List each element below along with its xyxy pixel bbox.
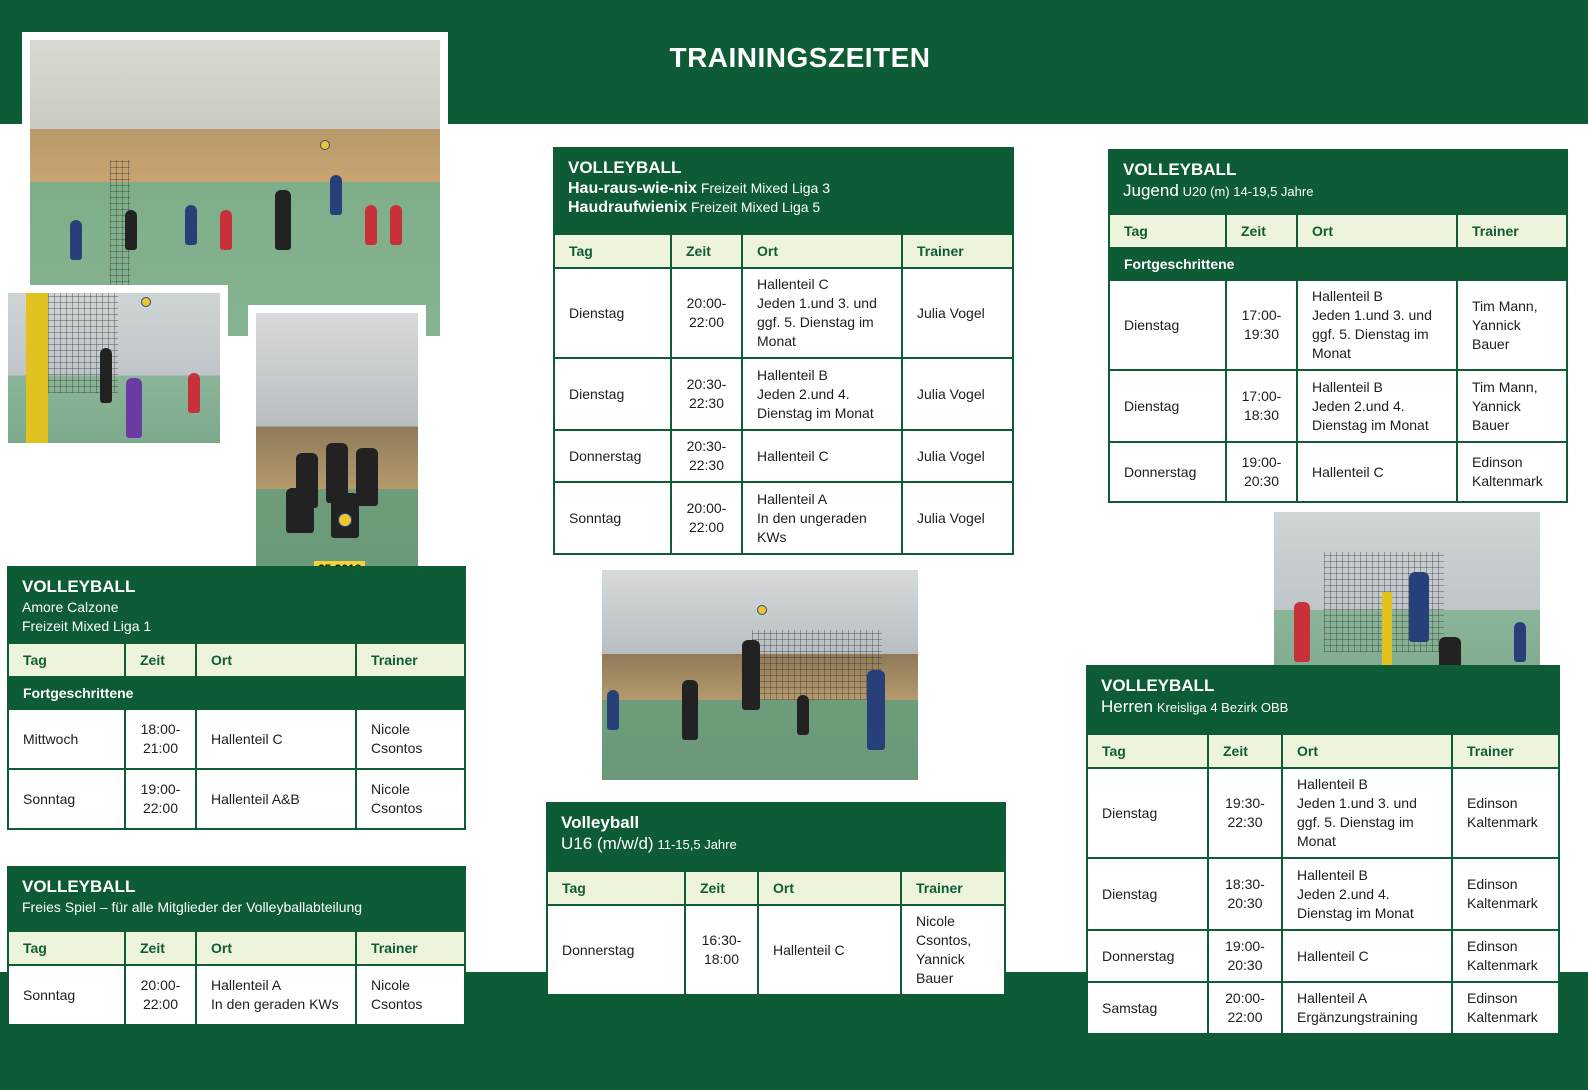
- table-row: [1087, 858, 1559, 930]
- table-row: [1087, 930, 1559, 982]
- cell-ort: Hallenteil A Ergänzungstraining: [1282, 982, 1452, 1034]
- col-ort: Ort: [1297, 214, 1457, 248]
- cell-ort: Hallenteil B Jeden 1.und 3. und ggf. 5. Dienstag im Monat: [1297, 280, 1457, 370]
- cell-tag: Sonntag: [8, 769, 125, 829]
- cell-ort: Hallenteil A&B: [196, 769, 356, 829]
- cell-trainer: Julia Vogel: [902, 268, 1013, 358]
- col-zeit: Zeit: [1208, 734, 1282, 768]
- cell-zeit: 20:00- 22:00: [671, 482, 742, 554]
- col-zeit: Zeit: [685, 871, 758, 905]
- photo-attack: [594, 562, 926, 788]
- card-header: [7, 866, 466, 930]
- cell-ort: Hallenteil C: [758, 905, 901, 995]
- cell-zeit: 19:30- 22:30: [1208, 768, 1282, 858]
- table-row: [1109, 280, 1567, 370]
- team-line-2: Haudraufwienix Freizeit Mixed Liga 5: [568, 199, 821, 216]
- cell-trainer: Tim Mann, Yannick Bauer: [1457, 280, 1567, 370]
- level-row: [8, 677, 465, 709]
- cell-trainer: Edinson Kaltenmark: [1452, 982, 1559, 1034]
- cell-tag: Dienstag: [1087, 858, 1208, 930]
- cell-tag: Dienstag: [554, 358, 671, 430]
- col-zeit: Zeit: [125, 931, 196, 965]
- col-zeit: Zeit: [125, 643, 196, 677]
- cell-tag: Donnerstag: [1087, 930, 1208, 982]
- card-heading: VOLLEYBALL: [1101, 676, 1215, 695]
- col-trainer: Trainer: [356, 643, 465, 677]
- table-row: [554, 268, 1013, 358]
- col-tag: Tag: [547, 871, 685, 905]
- cell-trainer: Edinson Kaltenmark: [1452, 768, 1559, 858]
- table-row: [8, 769, 465, 829]
- cell-trainer: Nicole Csontos: [356, 965, 465, 1025]
- cell-zeit: 18:30- 20:30: [1208, 858, 1282, 930]
- col-trainer: Trainer: [1452, 734, 1559, 768]
- photo-block: [0, 285, 228, 451]
- cell-ort: Hallenteil C Jeden 1.und 3. und ggf. 5. Dienstag im Monat: [742, 268, 902, 358]
- col-ort: Ort: [1282, 734, 1452, 768]
- cell-ort: Hallenteil C: [196, 709, 356, 769]
- team-line: U16 (m/w/d) 11-15,5 Jahre: [561, 834, 737, 853]
- card-hau-raus: [553, 147, 1014, 555]
- cell-trainer: Julia Vogel: [902, 430, 1013, 482]
- schedule-table: [1108, 213, 1568, 503]
- cell-ort: Hallenteil C: [1297, 442, 1457, 502]
- col-trainer: Trainer: [902, 234, 1013, 268]
- cell-zeit: 18:00- 21:00: [125, 709, 196, 769]
- cell-ort: Hallenteil C: [742, 430, 902, 482]
- cell-zeit: 19:00- 22:00: [125, 769, 196, 829]
- card-u16: [546, 802, 1006, 996]
- card-header: [7, 566, 466, 642]
- cell-tag: Sonntag: [8, 965, 125, 1025]
- col-zeit: Zeit: [1226, 214, 1297, 248]
- card-heading: VOLLEYBALL: [1123, 160, 1237, 179]
- table-row: [1109, 442, 1567, 502]
- card-heading: VOLLEYBALL: [22, 577, 136, 596]
- col-ort: Ort: [196, 643, 356, 677]
- cell-trainer: Edinson Kaltenmark: [1452, 858, 1559, 930]
- col-tag: Tag: [8, 931, 125, 965]
- team-line-1: Freies Spiel – für alle Mitglieder der Volleyballabteilung: [22, 899, 363, 915]
- col-ort: Ort: [196, 931, 356, 965]
- table-row: [8, 965, 465, 1025]
- schedule-table: [1086, 733, 1560, 1035]
- cell-zeit: 17:00- 18:30: [1226, 370, 1297, 442]
- schedule-table: [7, 642, 466, 830]
- card-heading: Volleyball: [561, 813, 640, 832]
- card-header: [546, 802, 1006, 870]
- cell-zeit: 17:00- 19:30: [1226, 280, 1297, 370]
- table-row: [554, 482, 1013, 554]
- cell-trainer: Edinson Kaltenmark: [1457, 442, 1567, 502]
- cell-tag: Samstag: [1087, 982, 1208, 1034]
- cell-trainer: Julia Vogel: [902, 358, 1013, 430]
- cell-zeit: 19:00- 20:30: [1208, 930, 1282, 982]
- team-line: Jugend U20 (m) 14-19,5 Jahre: [1123, 181, 1314, 200]
- cell-tag: Dienstag: [1109, 280, 1226, 370]
- col-tag: Tag: [8, 643, 125, 677]
- cell-trainer: Julia Vogel: [902, 482, 1013, 554]
- card-header: [553, 147, 1014, 233]
- cell-zeit: 20:30- 22:30: [671, 430, 742, 482]
- table-row: [1087, 982, 1559, 1034]
- col-zeit: Zeit: [671, 234, 742, 268]
- schedule-table: [553, 233, 1014, 555]
- table-row: [1109, 370, 1567, 442]
- level-label: Fortgeschrittene: [8, 677, 465, 709]
- table-row: [547, 905, 1005, 995]
- team-line-1: Hau-raus-wie-nix Freizeit Mixed Liga 3: [568, 180, 830, 197]
- table-row: [8, 709, 465, 769]
- col-tag: Tag: [1087, 734, 1208, 768]
- cell-zeit: 20:00- 22:00: [671, 268, 742, 358]
- cell-zeit: 20:00- 22:00: [1208, 982, 1282, 1034]
- cell-tag: Donnerstag: [1109, 442, 1226, 502]
- card-jugend: [1108, 149, 1568, 503]
- cell-ort: Hallenteil B Jeden 1.und 3. und ggf. 5. Dienstag im Monat: [1282, 768, 1452, 858]
- cell-tag: Dienstag: [1109, 370, 1226, 442]
- cell-ort: Hallenteil A In den ungeraden KWs: [742, 482, 902, 554]
- photo-team: [248, 305, 426, 605]
- cell-ort: Hallenteil B Jeden 2.und 4. Dienstag im Monat: [1297, 370, 1457, 442]
- cell-tag: Donnerstag: [554, 430, 671, 482]
- cell-zeit: 19:00- 20:30: [1226, 442, 1297, 502]
- cell-tag: Mittwoch: [8, 709, 125, 769]
- team-line-2: Freizeit Mixed Liga 1: [22, 618, 152, 634]
- cell-tag: Dienstag: [554, 268, 671, 358]
- card-heading: VOLLEYBALL: [22, 877, 136, 896]
- team-line: Herren Kreisliga 4 Bezirk OBB: [1101, 697, 1289, 716]
- col-trainer: Trainer: [1457, 214, 1567, 248]
- cell-zeit: 20:30- 22:30: [671, 358, 742, 430]
- table-row: [1087, 768, 1559, 858]
- cell-tag: Sonntag: [554, 482, 671, 554]
- cell-trainer: Nicole Csontos, Yannick Bauer: [901, 905, 1005, 995]
- cell-tag: Dienstag: [1087, 768, 1208, 858]
- col-trainer: Trainer: [356, 931, 465, 965]
- team-line-1: Amore Calzone: [22, 599, 119, 615]
- cell-zeit: 16:30- 18:00: [685, 905, 758, 995]
- level-row: [1109, 248, 1567, 280]
- col-ort: Ort: [742, 234, 902, 268]
- card-header: [1108, 149, 1568, 213]
- card-header: [1086, 665, 1560, 733]
- cell-ort: Hallenteil C: [1282, 930, 1452, 982]
- col-trainer: Trainer: [901, 871, 1005, 905]
- col-tag: Tag: [1109, 214, 1226, 248]
- cell-trainer: Nicole Csontos: [356, 709, 465, 769]
- cell-ort: Hallenteil A In den geraden KWs: [196, 965, 356, 1025]
- cell-trainer: Nicole Csontos: [356, 769, 465, 829]
- cell-ort: Hallenteil B Jeden 2.und 4. Dienstag im Monat: [1282, 858, 1452, 930]
- card-amore-calzone: [7, 566, 466, 830]
- schedule-table: [546, 870, 1006, 996]
- cell-zeit: 20:00- 22:00: [125, 965, 196, 1025]
- col-tag: Tag: [554, 234, 671, 268]
- cell-ort: Hallenteil B Jeden 2.und 4. Dienstag im Monat: [742, 358, 902, 430]
- table-row: [554, 430, 1013, 482]
- card-herren: [1086, 665, 1560, 1035]
- card-heading: VOLLEYBALL: [568, 158, 682, 177]
- cell-trainer: Edinson Kaltenmark: [1452, 930, 1559, 982]
- cell-trainer: Tim Mann, Yannick Bauer: [1457, 370, 1567, 442]
- schedule-table: [7, 930, 466, 1026]
- card-freies-spiel: [7, 866, 466, 1026]
- table-row: [554, 358, 1013, 430]
- col-ort: Ort: [758, 871, 901, 905]
- cell-tag: Donnerstag: [547, 905, 685, 995]
- page-title: TRAININGSZEITEN: [669, 42, 931, 73]
- level-label: Fortgeschrittene: [1109, 248, 1567, 280]
